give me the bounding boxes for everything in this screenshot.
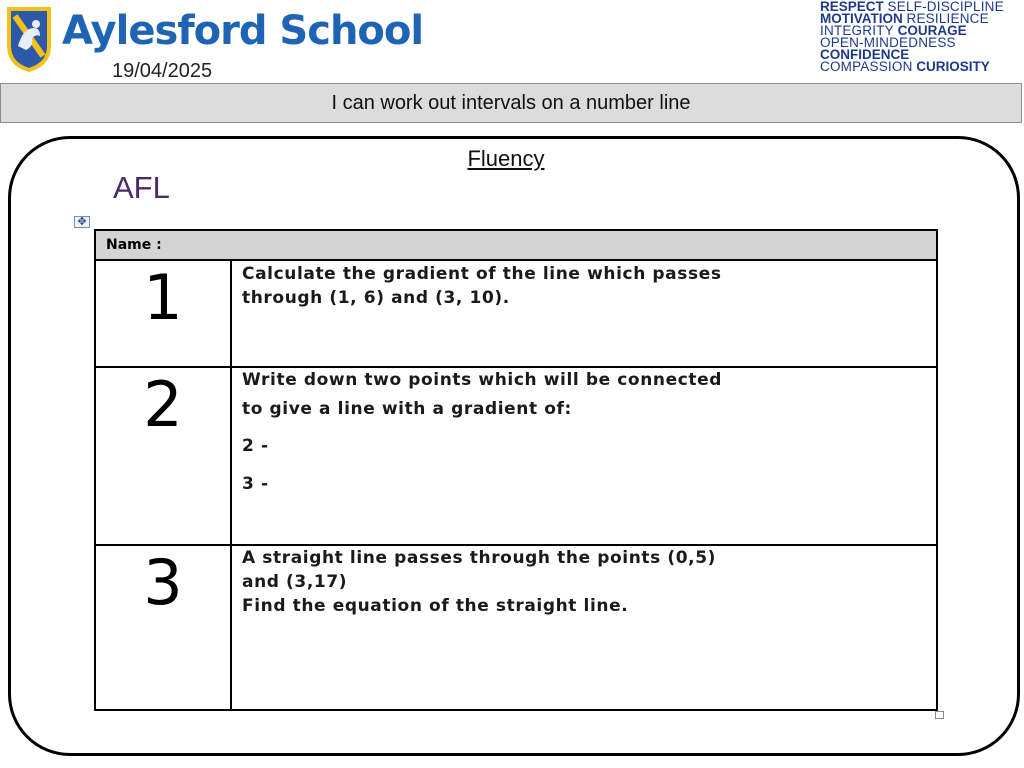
values-line-6: COMPASSION CURIOSITY <box>820 59 990 74</box>
question-text-line: Find the equation of the straight line. <box>242 596 629 616</box>
question-text-line: A straight line passes through the points (0,5) <box>242 548 717 568</box>
values-line-5: CONFIDENCE <box>820 47 910 62</box>
objective-banner <box>0 83 1022 123</box>
objective-text: I can work out intervals on a number line <box>331 92 691 114</box>
school-name: Aylesford School <box>62 8 424 54</box>
school-values <box>820 1 1004 73</box>
afl-table <box>94 229 938 711</box>
question-text-line: through (1, 6) and (3, 10). <box>242 288 510 308</box>
values-line-3: INTEGRITY COURAGE <box>820 23 967 38</box>
name-label: Name : <box>106 237 162 253</box>
table-move-handle-icon[interactable]: ✥ <box>74 216 90 228</box>
question-text-line: Calculate the gradient of the line which passes <box>242 264 722 284</box>
date: 19/04/2025 <box>112 60 213 82</box>
question-number: 1 <box>96 261 232 366</box>
values-line-4: OPEN-MINDEDNESS <box>820 35 956 50</box>
question-text-line: 3 - <box>242 474 269 494</box>
question-text-line: to give a line with a gradient of: <box>242 399 572 419</box>
question-row-1 <box>96 261 936 366</box>
question-number: 3 <box>96 546 232 709</box>
question-row-3 <box>96 544 936 709</box>
values-line-1: RESPECT SELF-DISCIPLINE <box>820 0 1004 14</box>
question-number: 2 <box>96 368 232 544</box>
question-text-line: and (3,17) <box>242 572 348 592</box>
name-row <box>96 231 936 261</box>
table-resize-handle-icon[interactable] <box>935 711 944 719</box>
afl-label: AFL <box>113 170 170 205</box>
question-row-2 <box>96 366 936 544</box>
school-crest-icon <box>6 6 52 72</box>
question-text-line: Write down two points which will be connected <box>242 370 723 390</box>
fluency-heading: Fluency <box>467 146 545 171</box>
question-text-line: 2 - <box>242 436 269 456</box>
values-line-2: MOTIVATION RESILIENCE <box>820 11 989 26</box>
